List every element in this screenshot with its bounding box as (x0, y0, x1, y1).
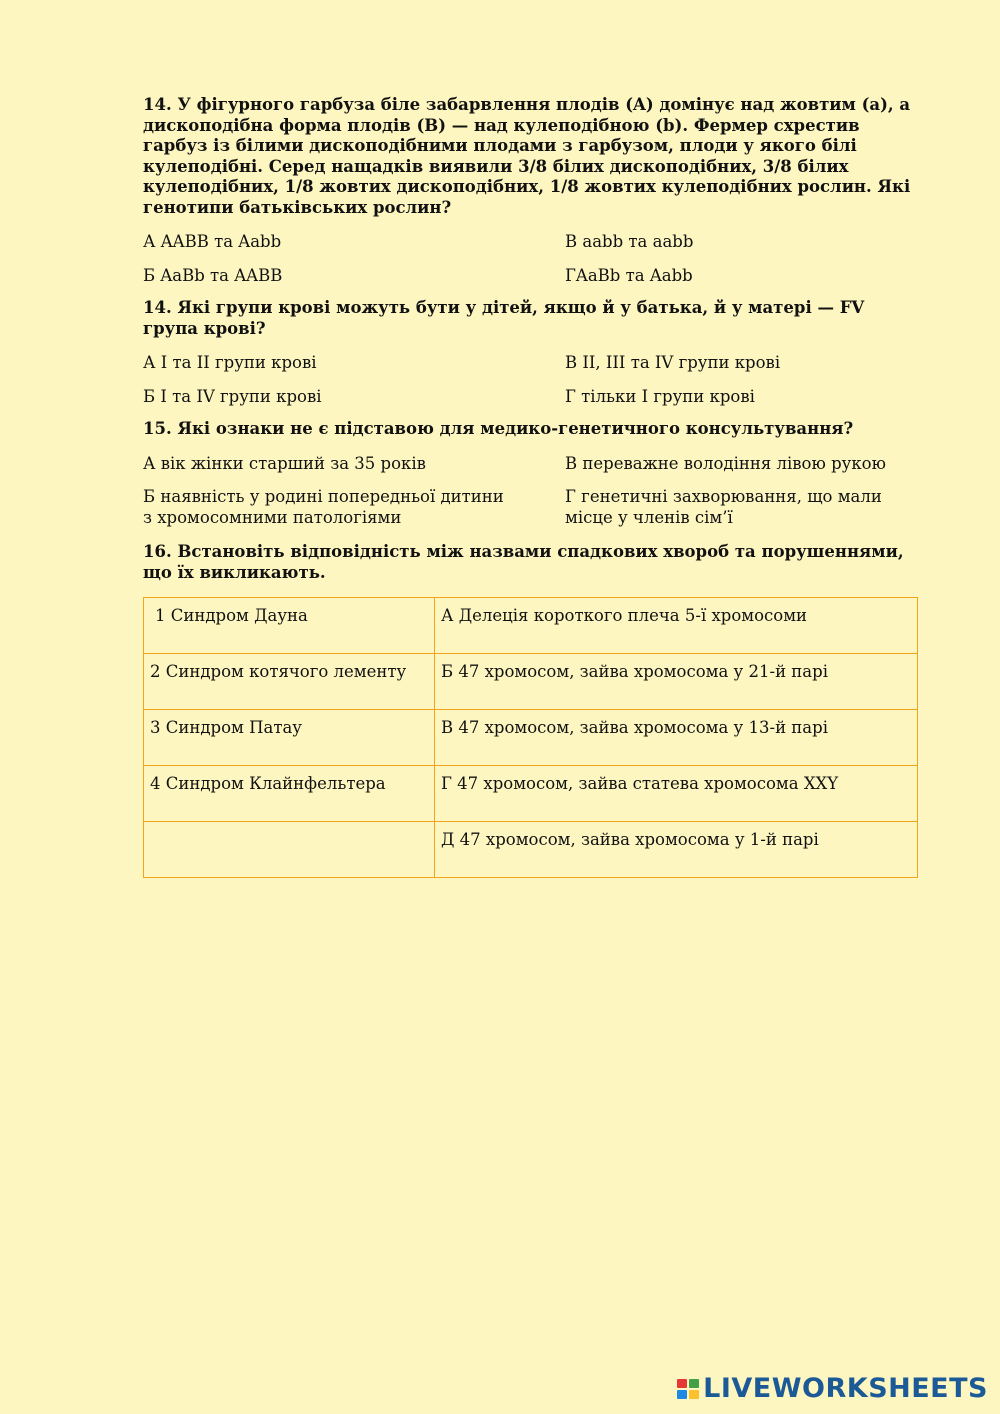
logo-text: LIVEWORKSHEETS (703, 1373, 988, 1404)
option: Б наявність у родині попередньої дитини з хромосомними патологіями (143, 487, 504, 527)
worksheet-page (143, 95, 919, 878)
option: Г тільки I групи крові (565, 386, 755, 406)
question-16-text: 16. Встановіть відповідність між назвами спадкових хвороб та порушеннями, що їх викликають. (143, 542, 904, 582)
table-row (144, 766, 918, 822)
cause-cell: В 47 хромосом, зайва хромосома у 13-й парі (435, 710, 918, 766)
question-15-options (143, 454, 919, 529)
liveworksheets-logo[interactable] (677, 1373, 988, 1404)
option: Б I та IV групи крові (143, 386, 322, 406)
option: В переважне володіння лівою рукою (565, 453, 886, 473)
logo-square (689, 1390, 699, 1399)
table-row (144, 710, 918, 766)
disease-cell: 3 Синдром Патау (144, 710, 435, 766)
option: А AABB та Aabb (143, 232, 282, 251)
logo-square (689, 1379, 699, 1388)
logo-icon (677, 1379, 699, 1399)
table-row (144, 654, 918, 710)
matching-table (143, 597, 918, 878)
disease-cell (144, 822, 435, 878)
question-14b-text: 14. Які групи крові можуть бути у дітей, якщо й у батька, й у матері — FV група крові? (143, 298, 865, 338)
question-15-text: 15. Які ознаки не є підставою для медико-генетичного консультування? (143, 419, 854, 438)
option: Г генетичні захворювання, що мали місце у членів сім’ї (565, 487, 882, 527)
question-14a-text: 14. У фігурного гарбуза біле забарвлення плодів (A) домінує над жовтим (a), а дископодібна форма плодів (B) — над кулеподібною (b). Фермер схрестив гарбуз із білими дископодібними плодами з гарбузом, плоди у якого білі кулеподібні. Серед нащадків виявили 3/8 білих дископодібних, 3/8 білих кулеподібних, 1/8 жовтих дископодібних, 1/8 жовтих кулеподібних рослин. Які генотипи батьківських рослин? (143, 95, 911, 217)
table-row (144, 822, 918, 878)
question-14a-options (143, 232, 919, 286)
disease-cell: 4 Синдром Клайнфельтера (144, 766, 435, 822)
disease-cell: 2 Синдром котячого лементу (144, 654, 435, 710)
option: В aabb та aabb (565, 232, 694, 251)
cause-cell: А Делеція короткого плеча 5-ї хромосоми (435, 598, 918, 654)
option: А I та II групи крові (143, 353, 317, 372)
table-row (144, 598, 918, 654)
cause-cell: Б 47 хромосом, зайва хромосома у 21-й парі (435, 654, 918, 710)
option: В II, III та IV групи крові (565, 353, 781, 372)
cause-cell: Г 47 хромосом, зайва статева хромосома XXY (435, 766, 918, 822)
logo-square (677, 1390, 687, 1399)
logo-square (677, 1379, 687, 1388)
option: Б AaBb та AABB (143, 265, 283, 285)
cause-cell: Д 47 хромосом, зайва хромосома у 1-й парі (435, 822, 918, 878)
option: ГAaBb та Aabb (565, 265, 693, 285)
question-14b-options (143, 353, 919, 407)
option: А вік жінки старший за 35 років (143, 453, 426, 473)
disease-cell: 1 Синдром Дауна (144, 598, 435, 654)
